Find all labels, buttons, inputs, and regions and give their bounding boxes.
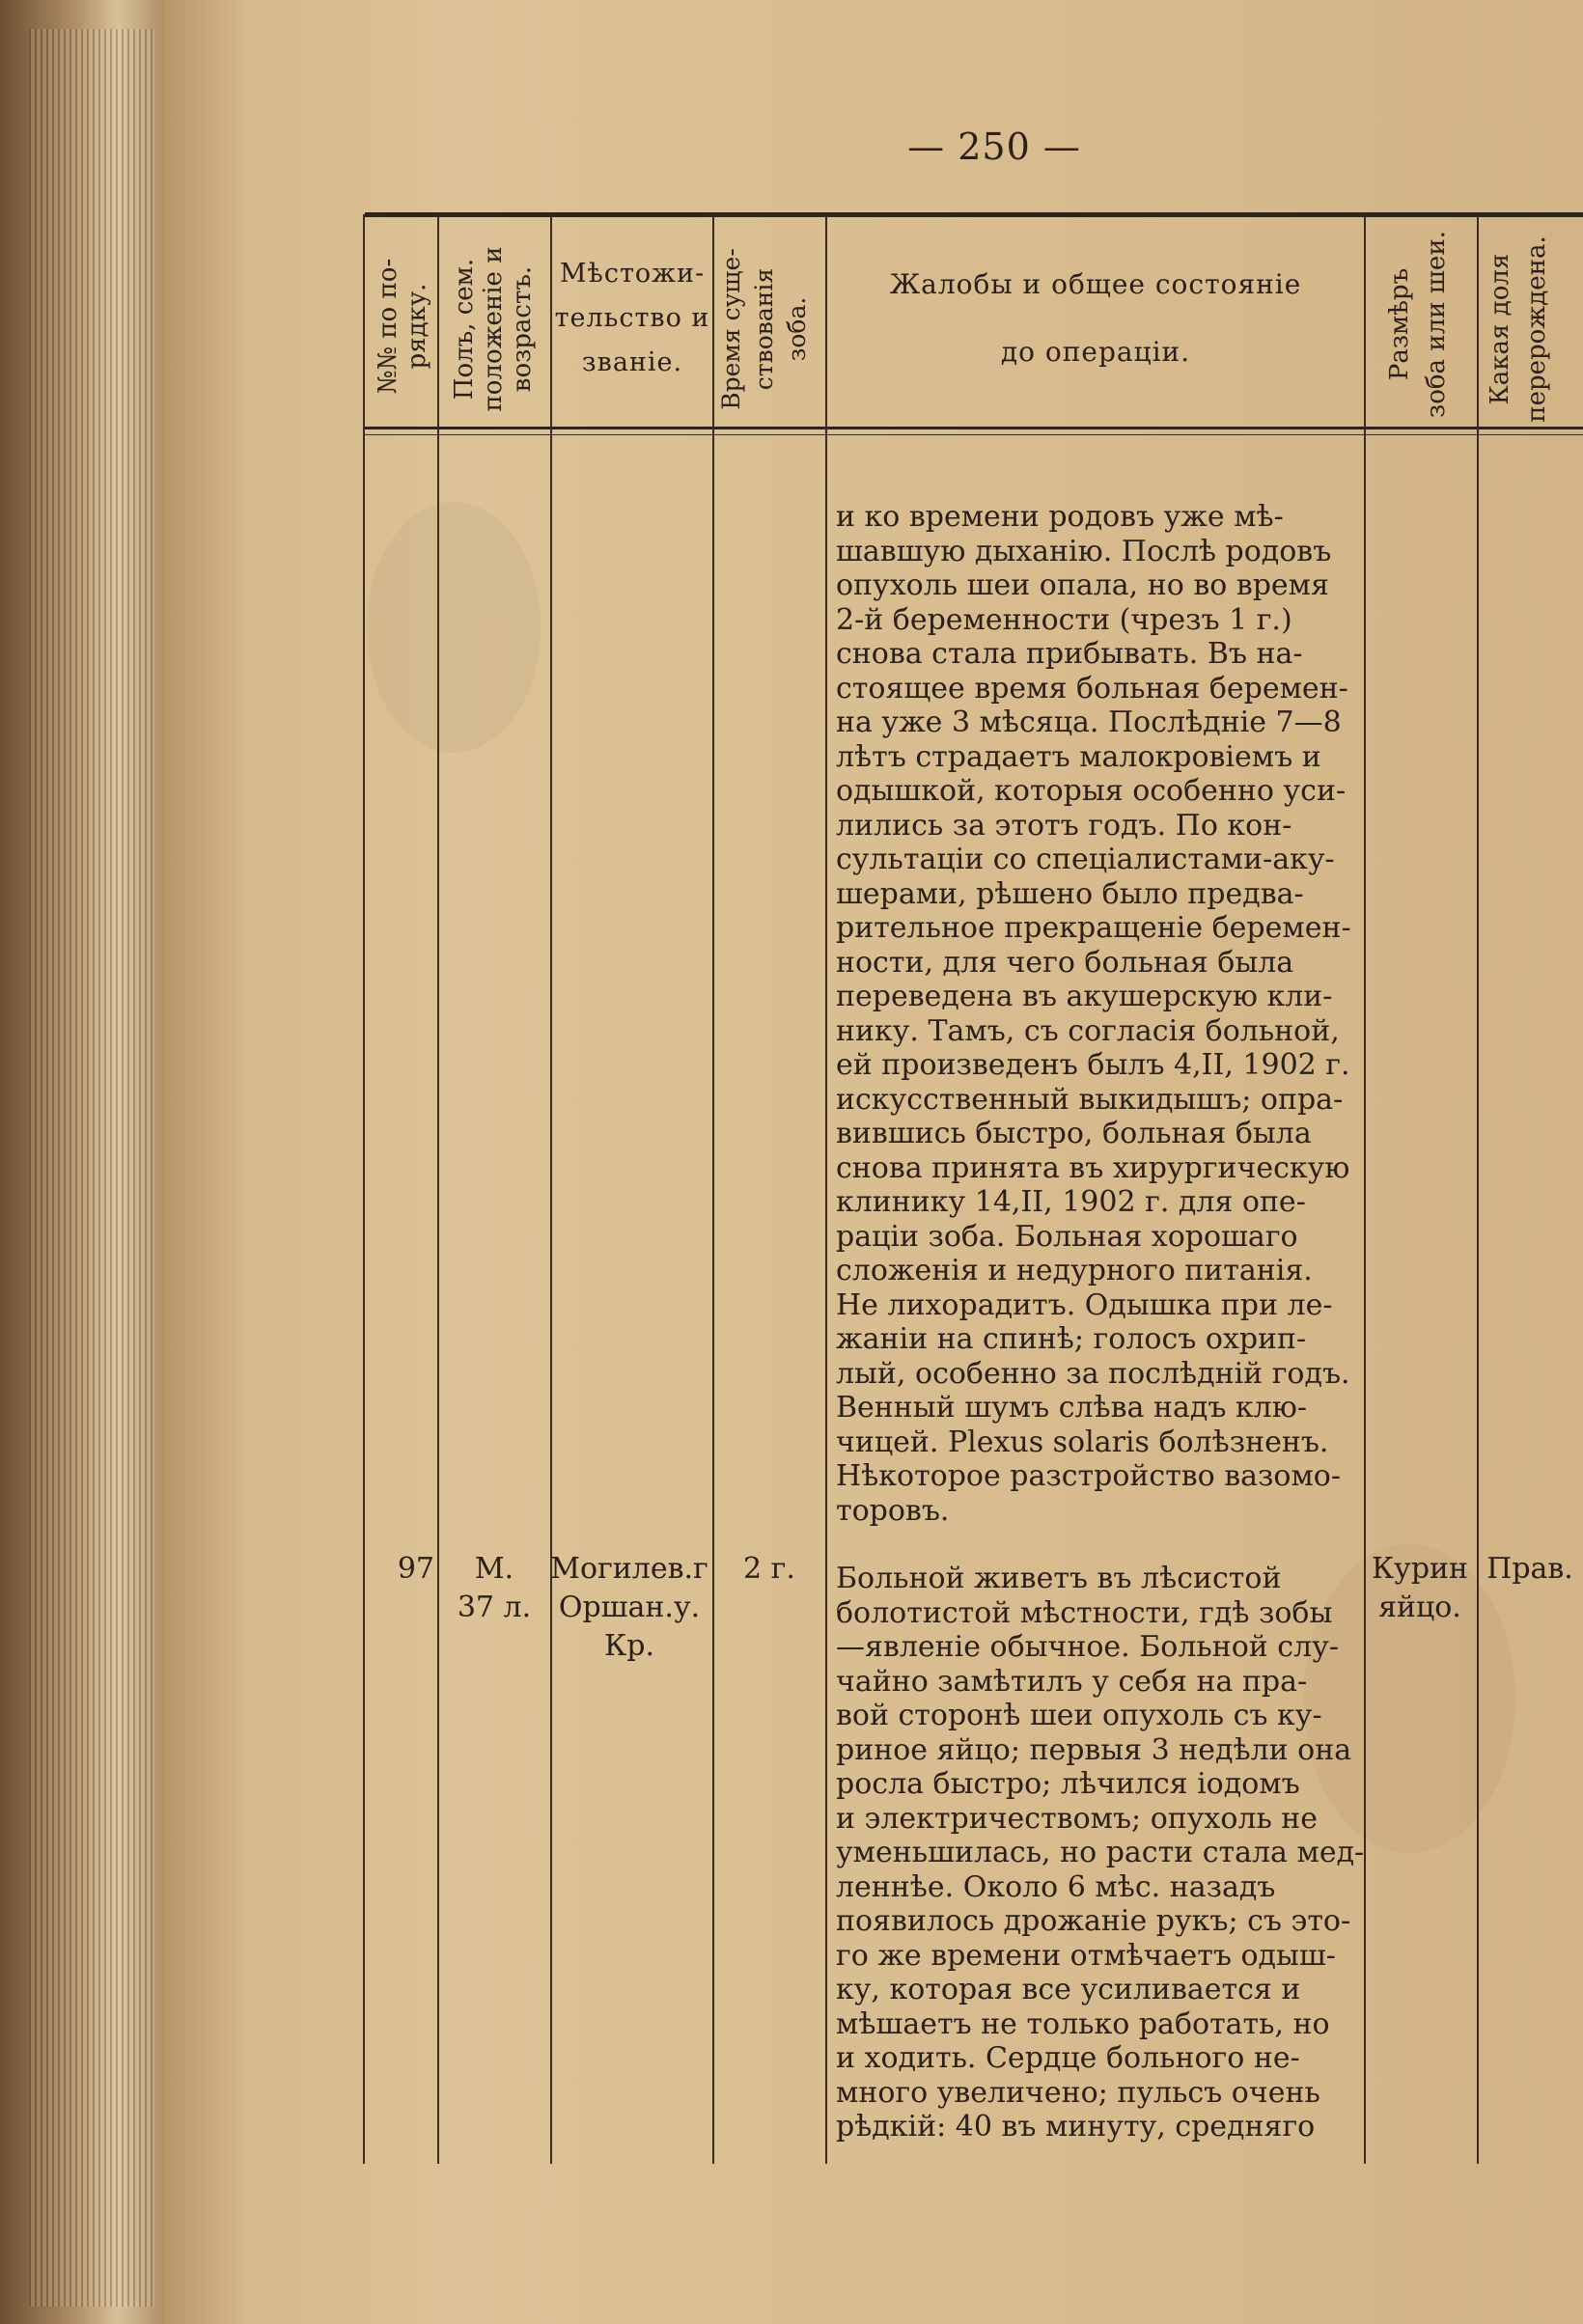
text-line: Венный шумъ слѣва надъ клю- — [836, 1391, 1307, 1425]
text-line: росла быстро; лѣчился іодомъ — [836, 1767, 1300, 1801]
row-97-duration: 2 г. — [743, 1552, 795, 1586]
row-97-lobe: Прав. — [1486, 1552, 1573, 1586]
text-line: го же времени отмѣчаетъ одыш- — [836, 1938, 1336, 1973]
column-line — [1364, 214, 1366, 2164]
text-line: вой сторонѣ шеи опухоль съ ку- — [836, 1699, 1322, 1732]
text-line: стоящее время больная беремен- — [836, 671, 1348, 706]
text-line: много увеличено; пульсъ очень — [836, 2075, 1320, 2110]
text-line: клинику 14,II, 1902 г. для опе- — [836, 1185, 1306, 1219]
text-line: мѣшаетъ не только работать, но — [836, 2006, 1330, 2041]
text-line: лый, особенно за послѣдній годъ. — [836, 1356, 1350, 1391]
text-line: сложенія и недурного питанія. — [836, 1254, 1313, 1287]
text-line: болотистой мѣстности, гдѣ зобы — [836, 1595, 1333, 1630]
row-97-age: 37 л. — [457, 1591, 532, 1624]
text-line: на уже 3 мѣсяца. Послѣдніе 7—8 — [836, 706, 1342, 739]
text-line: уменьшилась, но расти стала мед- — [836, 1836, 1365, 1869]
text-line: —явленіе обычное. Больной слу- — [836, 1630, 1339, 1664]
column-line — [550, 214, 552, 2164]
row-97-complaints — [836, 1562, 1365, 2144]
text-line: и ко времени родовъ уже мѣ- — [836, 500, 1284, 534]
text-line: ку, которая все усиливается и — [836, 1973, 1301, 2006]
text-line: снова принята въ хирургическую — [836, 1150, 1350, 1185]
text-line: риное яйцо; первыя 3 недѣли она — [836, 1732, 1352, 1767]
text-line: рѣдкій: 40 въ минуту, средняго — [836, 2110, 1316, 2144]
row-97-sex: М. — [474, 1552, 514, 1586]
text-line: опухоль шеи опала, но во время — [836, 568, 1329, 602]
row-97-residence-1: Могилев.г — [550, 1552, 708, 1586]
column-line — [825, 214, 827, 2164]
text-line: Нѣкоторое разстройство вазомо- — [836, 1459, 1342, 1493]
column-line — [1477, 214, 1479, 2164]
text-line: лѣтъ страдаетъ малокровіемъ и — [836, 739, 1321, 774]
row-97-size-1: Курин — [1371, 1552, 1469, 1586]
table-top-rule — [365, 212, 1583, 217]
text-line: сультаціи со спеціалистами-аку- — [836, 843, 1335, 876]
column-line — [363, 214, 365, 2164]
text-line: Не лихорадитъ. Одышка при ле- — [836, 1287, 1333, 1322]
book-spine-edge — [0, 0, 169, 2324]
header-residence: Мѣстожи- тельство и званіе. — [554, 259, 710, 377]
column-line — [437, 214, 439, 2164]
text-line: раціи зоба. Больная хорошаго — [836, 1219, 1298, 1254]
header-complaints: Жалобы и общее состояніе до операціи. — [889, 268, 1302, 368]
text-line: снова стала прибывать. Въ на- — [836, 637, 1303, 671]
text-line: и электричествомъ; опухоль не — [836, 1801, 1319, 1836]
text-line: и ходить. Сердце больного не- — [836, 2041, 1300, 2075]
text-line: шавшую дыханію. Послѣ родовъ — [836, 534, 1332, 568]
text-line: торовъ. — [836, 1493, 950, 1528]
row-97-residence-2: Оршан.у. — [558, 1591, 701, 1624]
row-97-residence-3: Кр. — [604, 1629, 654, 1663]
column-line — [712, 214, 714, 2164]
text-line: чайно замѣтилъ у себя на пра- — [836, 1664, 1308, 1699]
row-97-number: 97 — [397, 1552, 434, 1586]
text-line: 2-й беременности (чрезъ 1 г.) — [836, 602, 1292, 637]
row-97-size-2: яйцо. — [1378, 1591, 1461, 1624]
text-line: ности, для чего больная была — [836, 945, 1294, 980]
page-edges — [29, 29, 154, 2307]
page-number: — 250 — — [907, 125, 1081, 168]
text-line: шерами, рѣшено было предва- — [836, 876, 1304, 911]
text-line: Больной живетъ въ лѣсистой — [836, 1562, 1282, 1595]
text-line: лились за этотъ годъ. По кон- — [836, 808, 1292, 843]
complaints-continuation — [836, 500, 1357, 1528]
text-line: одышкой, которыя особенно уси- — [836, 774, 1347, 808]
text-line: нику. Тамъ, съ согласія больной, — [836, 1013, 1340, 1048]
text-line: чицей. Plexus solaris болѣзненъ. — [836, 1425, 1329, 1459]
text-line: рительное прекращеніе беремен- — [836, 911, 1351, 945]
text-line: переведена въ акушерскую кли- — [836, 980, 1333, 1013]
paper-stain — [367, 502, 541, 753]
text-line: искусственный выкидышъ; опра- — [836, 1082, 1344, 1117]
text-line: леннѣе. Около 6 мѣс. назадъ — [836, 1869, 1276, 1904]
text-line: ей произведенъ былъ 4,II, 1902 г. — [836, 1048, 1350, 1082]
text-line: жаніи на спинѣ; голосъ охрип- — [836, 1322, 1307, 1356]
text-line: вившись быстро, больная была — [836, 1117, 1312, 1150]
text-line: появилось дрожаніе рукъ; съ это- — [836, 1904, 1351, 1938]
header-bottom-rule-thin — [365, 434, 1583, 435]
